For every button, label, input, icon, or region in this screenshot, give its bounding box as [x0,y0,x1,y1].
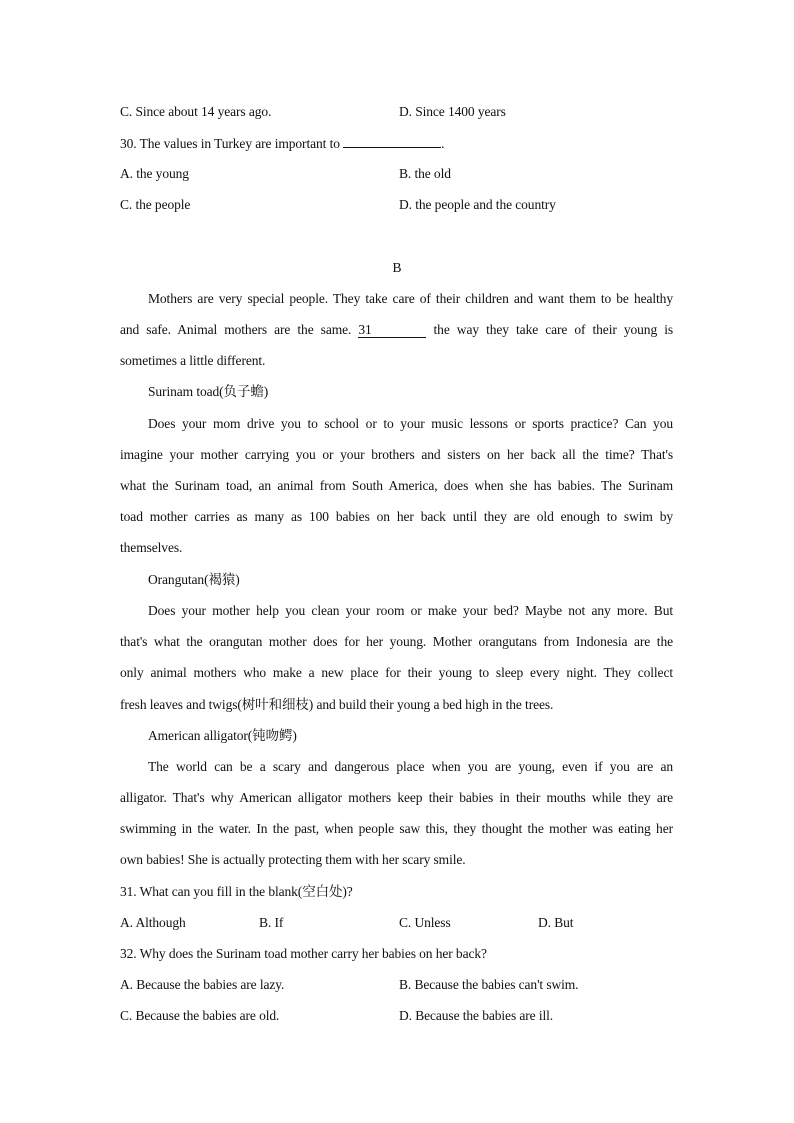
q30-stem-end: . [441,136,445,151]
q29-options-row [120,102,271,122]
alligator-line-3: swimming in the water. In the past, when people saw this, they thought the mother was eating her [120,821,673,836]
q32-option-d: D. Because the babies are ill. [399,1008,554,1023]
q30-stem-row [120,133,444,153]
alligator-heading: American alligator(钝吻鳄) [148,728,297,743]
section-heading: B [392,260,402,275]
intro-line-2-start: and safe. Animal mothers are the same. [120,322,352,337]
orangutan-line-1: Does your mother help you clean your room or make your bed? Maybe not any more. But [148,603,673,618]
q30-option-a-row [120,164,189,184]
q30-stem: 30. The values in Turkey are important to [120,136,340,151]
q30-option-d-row [399,195,556,215]
surinam-toad-heading: Surinam toad(负子蟾) [148,384,269,399]
q32-option-a: A. Because the babies are lazy. [120,977,285,992]
q30-answer-blank [343,133,441,148]
q31-option-d: D. But [538,915,574,930]
alligator-line-1: The world can be a scary and dangerous place when you are young, even if you are an [148,759,673,774]
blank-31: 31 [358,322,426,338]
q32-option-b: B. Because the babies can't swim. [399,977,579,992]
toad-line-4: toad mother carries as many as 100 babies on her back until they are old enough to swim by [120,509,673,524]
intro-line-2-end: the way they take care of their young is [433,322,673,337]
alligator-line-2: alligator. That's why American alligator mothers keep their babies in their mouths while they are [120,790,673,805]
orangutan-line-2: that's what the orangutan mother does for her young. Mother orangutans from Indonesia are the [120,634,673,649]
q32-stem: 32. Why does the Surinam toad mother carry her babies on her back? [120,946,487,961]
q31-option-a: A. Although [120,915,186,930]
orangutan-line-3: only animal mothers who make a new place for their young to sleep every night. They collect [120,665,673,680]
q31-option-c: C. Unless [399,915,451,930]
q30-option-a: A. the young [120,166,189,181]
q31-option-b: B. If [259,915,284,930]
q30-option-c: C. the people [120,197,191,212]
q30-option-c-row [120,195,190,215]
orangutan-line-4: fresh leaves and twigs(树叶和细枝) and build their young a bed high in the trees. [120,697,554,712]
q29-option-d: D. Since 1400 years [399,104,506,119]
toad-line-2: imagine your mother carrying you or your brothers and sisters on her back all the time? That's [120,447,673,462]
intro-line-3: sometimes a little different. [120,353,266,368]
q32-option-c: C. Because the babies are old. [120,1008,280,1023]
q30-option-b: B. the old [399,166,451,181]
toad-line-5: themselves. [120,540,183,555]
orangutan-heading: Orangutan(褐猿) [148,572,240,587]
q29-option-d-row [399,102,506,122]
toad-line-3: what the Surinam toad, an animal from South America, does when she has babies. The Surinam [120,478,673,493]
alligator-line-4: own babies! She is actually protecting them with her scary smile. [120,852,466,867]
intro-line-2 [120,320,673,340]
q29-option-c: C. Since about 14 years ago. [120,104,272,119]
intro-line-1: Mothers are very special people. They take care of their children and want them to be healthy [148,291,673,306]
toad-line-1: Does your mom drive you to school or to your music lessons or sports practice? Can you [148,416,673,431]
q31-stem: 31. What can you fill in the blank(空白处)? [120,884,353,899]
q30-option-b-row [399,164,451,184]
q30-option-d: D. the people and the country [399,197,556,212]
